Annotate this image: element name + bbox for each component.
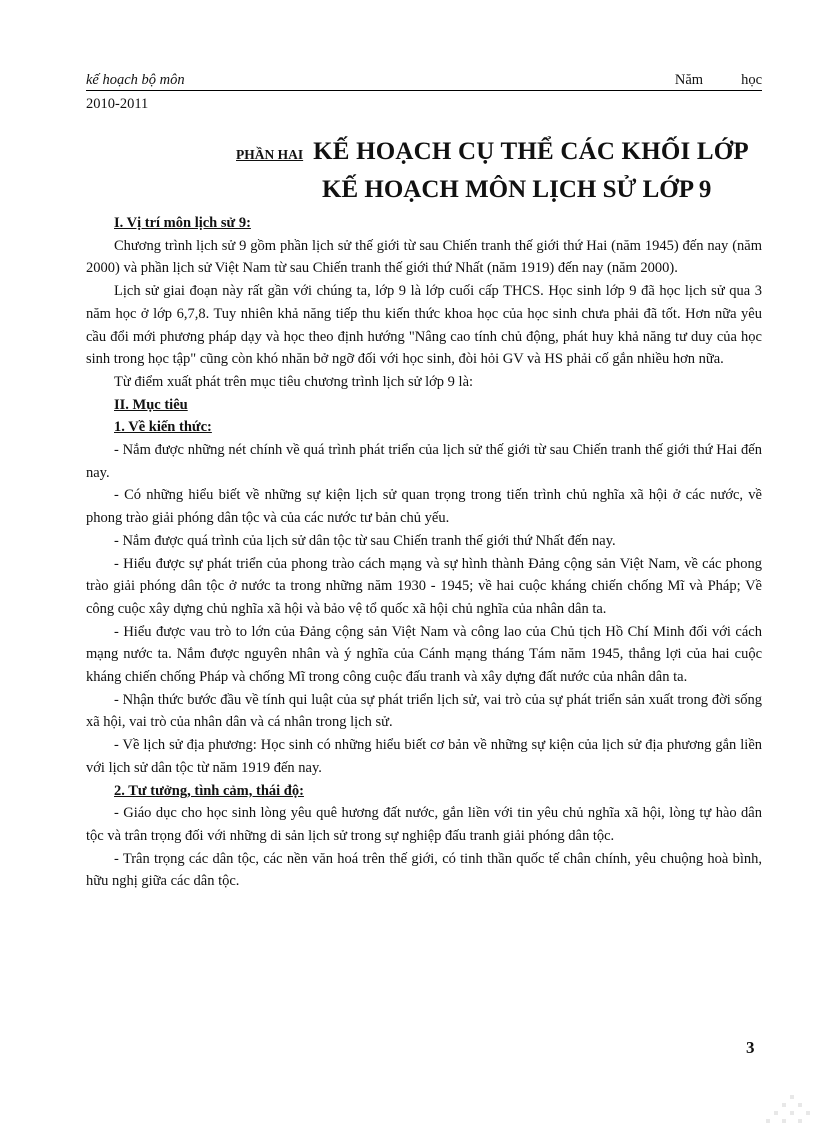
paragraph: Từ điểm xuất phát trên mục tiêu chương trình lịch sử lớp 9 là: (114, 373, 474, 390)
header-right-year-label: Năm (674, 72, 704, 88)
header-right (675, 72, 762, 89)
list-item: - Nắm được những nét chính về quá trình phát triển của lịch sử thế giới từ sau Chiến tranh thế giới thứ Hai đến nay. (86, 442, 762, 481)
paragraph: Chương trình lịch sử 9 gồm phần lịch sử thế giới từ sau Chiến tranh thế giới thứ Hai (năm 1945) đến nay (năm 2000) và phần lịch sử Việt Nam từ sau Chiến tranh thế giới thứ Nhất (năm 1919) đến nay (năm 2000). (86, 237, 762, 277)
list-item: - Có những hiểu biết về những sự kiện lịch sử quan trọng trong tiến trình chủ nghĩa xã hội ở các nước, về phong trào giải phóng dân tộc và của các nước tư bản chủ yếu. (86, 487, 762, 527)
subheading-attitude: 2. Tư tưởng, tình cảm, thái độ: (114, 782, 304, 799)
part-label: PHẦN HAI (236, 147, 304, 162)
page-number: 3 (746, 1038, 755, 1057)
list-item: - Về lịch sử địa phương: Học sinh có những hiểu biết cơ bản về những sự kiện của lịch sử địa phương gắn liền với lịch sử dân tộc từ năm 1919 đến nay. (86, 737, 762, 776)
section-heading-2: II. Mục tiêu (114, 396, 188, 413)
page-title: KẾ HOẠCH CỤ THỂ CÁC KHỐI LỚP (313, 138, 749, 165)
title-row (236, 138, 749, 166)
page-subtitle: KẾ HOẠCH MÔN LỊCH SỬ LỚP 9 (322, 176, 712, 203)
page-header (86, 72, 762, 91)
paragraph: Lịch sử giai đoạn này rất gần với chúng ta, lớp 9 là lớp cuối cấp THCS. Học sinh lớp 9 đã học lịch sử qua 3 năm học ở lớp 6,7,8. Tuy nhiên khả năng tiếp thu kiến thức khoa học của học sinh chưa phải đã tốt. Hơn nữa yêu cầu đổi mới phương pháp dạy và học theo định hướng "Nâng cao tính chủ động, phát huy khả năng tư duy của học sinh trong học tập" cũng còn khó nhăn bở ngỡ đối với học sinh, đòi hỏi GV và HS phải cố gắn nhiều hơn nữa. (86, 283, 762, 368)
header-year: 2010-2011 (86, 96, 149, 112)
list-item: - Giáo dục cho học sinh lòng yêu quê hương đất nước, gắn liền với tin yêu chủ nghĩa xã hội, lòng tự hào dân tộc và trân trọng đối với những di sản lịch sử trong sự nghiệp đấu tranh giải phóng dân tộc. (86, 805, 762, 844)
list-item: - Trân trọng các dân tộc, các nền văn hoá trên thế giới, có tinh thần quốc tế chân chính, yêu chuộng hoà bình, hữu nghị giữa các dân tộc. (86, 850, 762, 890)
list-item: - Nhận thức bước đầu về tính qui luật của sự phát triển lịch sử, vai trò của sự phát triển sản xuất trong đời sống xã hội, vai trò của nhân dân và cá nhân trong lịch sử. (86, 691, 762, 731)
section-heading-1: I. Vị trí môn lịch sử 9: (114, 215, 251, 231)
subheading-knowledge: 1. Về kiến thức: (114, 419, 212, 436)
list-item: - Nắm được quá trình của lịch sử dân tộc từ sau Chiến tranh thế giới thứ Nhất đến nay. (114, 532, 616, 549)
list-item: - Hiểu được vau trò to lớn của Đảng cộng sản Việt Nam và công lao của Chủ tịch Hồ Chí Minh đối với cách mạng nước ta. Nắm được nguyên nhân và ý nghĩa của Cánh mạng tháng Tám năm 1945, thắng lợi của hai cuộc kháng chiến chống Pháp và chống Mĩ trong công cuộc đấu tranh và xây dựng đất nước của nhân dân ta. (86, 623, 762, 686)
header-left-text: kế hoạch bộ môn (86, 72, 185, 88)
list-item: - Hiểu được sự phát triển của phong trào cách mạng và sự hình thành Đảng cộng sản Việt Nam, về các phong trào giải phóng dân tộc ở nước ta trong những năm 1930 - 1945; về hai cuộc kháng chiến chống Mĩ và Pháp; Về công cuộc xây dựng chủ nghĩa xã hội và bảo vệ tổ quốc xã hội chủ nghĩa của nhân dân ta. (86, 555, 762, 617)
document-body (86, 212, 762, 893)
header-right-school-label: học (741, 72, 762, 88)
